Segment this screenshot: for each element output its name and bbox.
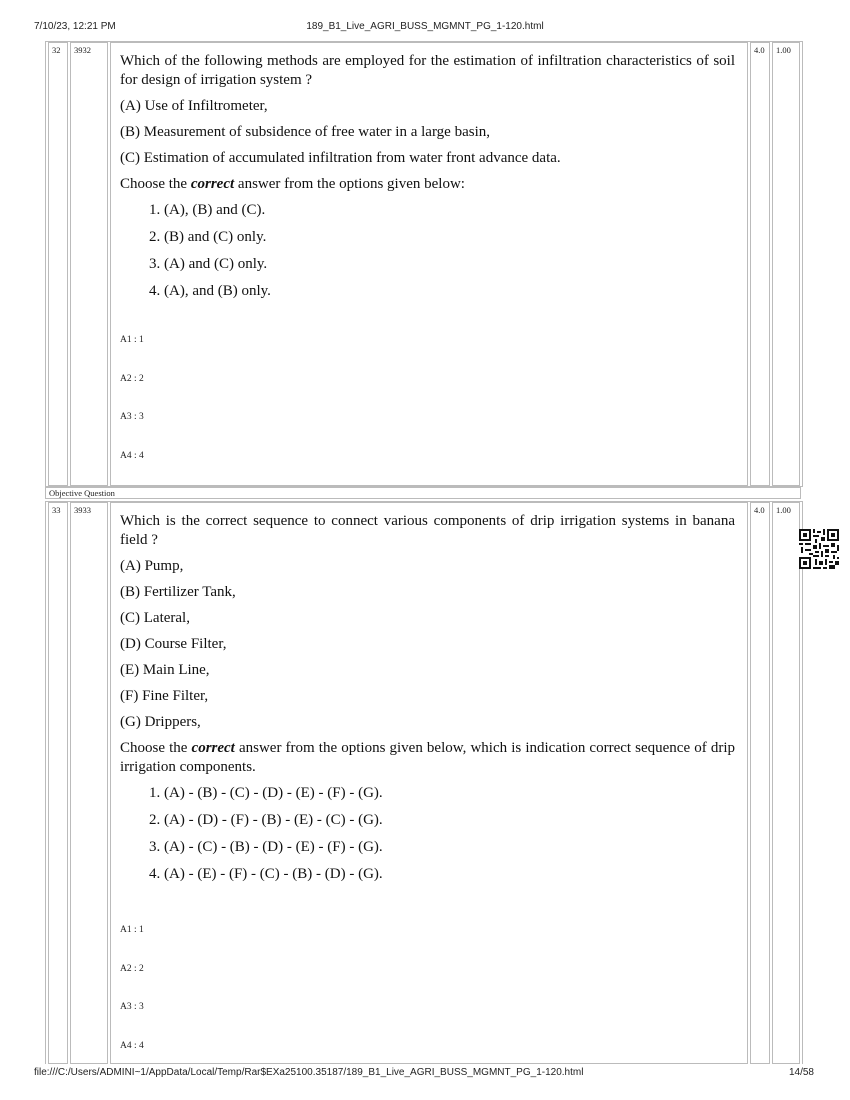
question-row bbox=[45, 501, 803, 1064]
option-item: (B) Fertilizer Tank, bbox=[120, 584, 236, 600]
qr-code-icon bbox=[799, 529, 839, 569]
option-item: (A) Pump, bbox=[120, 558, 184, 574]
answer-key-label: A1 : 1 bbox=[120, 925, 144, 935]
question-text: Which of the following methods are employed for the estimation of infiltration characteristics of soil for design of irrigation system ? bbox=[120, 53, 735, 88]
option-item: (B) Measurement of subsidence of free water in a large basin, bbox=[120, 124, 490, 140]
option-item: (E) Main Line, bbox=[120, 662, 210, 678]
choose-instruction: Choose the correct answer from the options given below: bbox=[120, 176, 465, 192]
answer-key-label: A2 : 2 bbox=[120, 964, 144, 974]
negative-marks: 1.00 bbox=[772, 42, 800, 486]
answer-choice: 2. (B) and (C) only. bbox=[149, 229, 267, 245]
question-id: 3933 bbox=[70, 502, 108, 1064]
answer-key-label: A4 : 4 bbox=[120, 451, 144, 461]
answer-key-label: A1 : 1 bbox=[120, 335, 144, 345]
print-datetime: 7/10/23, 12:21 PM bbox=[34, 21, 116, 32]
answer-key-label: A3 : 3 bbox=[120, 412, 144, 422]
choose-instruction: Choose the correct answer from the options given below, which is indication correct sequence of drip irrigation components. bbox=[120, 740, 735, 775]
marks: 4.0 bbox=[750, 502, 770, 1064]
answer-key-label: A4 : 4 bbox=[120, 1041, 144, 1051]
answer-choice: 1. (A), (B) and (C). bbox=[149, 202, 266, 218]
answer-choice: 1. (A) - (B) - (C) - (D) - (E) - (F) - (G). bbox=[149, 785, 383, 801]
option-item: (F) Fine Filter, bbox=[120, 688, 209, 704]
serial-number: 32 bbox=[48, 42, 68, 486]
answer-choice: 2. (A) - (D) - (F) - (B) - (E) - (C) - (G). bbox=[149, 812, 383, 828]
question-cell bbox=[110, 42, 748, 486]
question-type-label: Objective Question bbox=[45, 487, 801, 499]
question-row bbox=[45, 41, 803, 487]
file-path: file:///C:/Users/ADMINI~1/AppData/Local/Temp/Rar$EXa25100.35187/189_B1_Live_AGRI_BUSS_MGMNT_PG_1-120.html bbox=[34, 1067, 584, 1078]
answer-choice: 3. (A) - (C) - (B) - (D) - (E) - (F) - (G). bbox=[149, 839, 383, 855]
answer-choice: 4. (A) - (E) - (F) - (C) - (B) - (D) - (G). bbox=[149, 866, 383, 882]
answer-key-label: A3 : 3 bbox=[120, 1002, 144, 1012]
serial-number: 33 bbox=[48, 502, 68, 1064]
option-item: (G) Drippers, bbox=[120, 714, 201, 730]
page-number: 14/58 bbox=[788, 1067, 814, 1078]
option-item: (C) Estimation of accumulated infiltration from water front advance data. bbox=[120, 150, 561, 166]
answer-key-label: A2 : 2 bbox=[120, 374, 144, 384]
document-title: 189_B1_Live_AGRI_BUSS_MGMNT_PG_1-120.html bbox=[306, 21, 544, 32]
negative-marks: 1.00 bbox=[772, 502, 800, 1064]
question-text: Which is the correct sequence to connect various components of drip irrigation systems in banana field ? bbox=[120, 513, 735, 548]
option-item: (A) Use of Infiltrometer, bbox=[120, 98, 268, 114]
marks: 4.0 bbox=[750, 42, 770, 486]
answer-choice: 4. (A), and (B) only. bbox=[149, 283, 271, 299]
answer-choice: 3. (A) and (C) only. bbox=[149, 256, 268, 272]
option-item: (D) Course Filter, bbox=[120, 636, 227, 652]
option-item: (C) Lateral, bbox=[120, 610, 190, 626]
question-id: 3932 bbox=[70, 42, 108, 486]
question-cell bbox=[110, 502, 748, 1064]
